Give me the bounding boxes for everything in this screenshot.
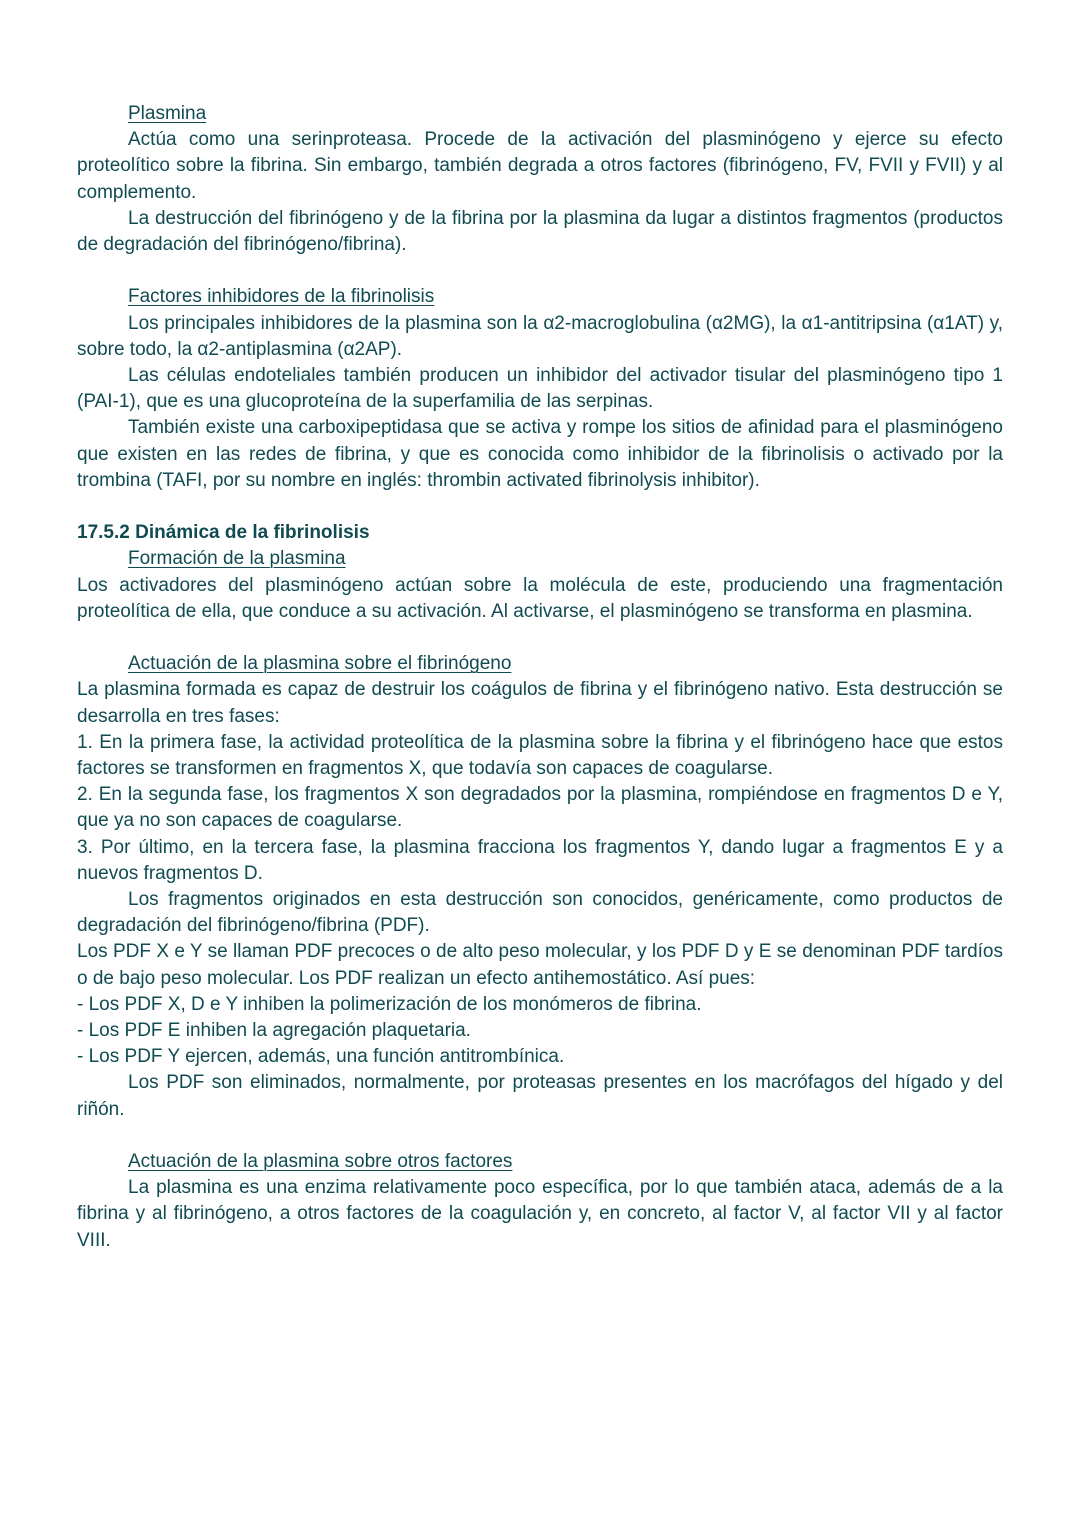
inhibidores-heading: Factores inhibidores de la fibrinolisis xyxy=(128,286,435,308)
fibrinogeno-paragraph-3: Los PDF X e Y se llaman PDF precoces o de alto peso molecular, y los PDF D y E se denominan PDF tardíos o de bajo peso molecular. Los PDF realizan un efecto antihemostático. Así pues: xyxy=(77,941,1003,989)
section-title: 17.5.2 Dinámica de la fibrinolisis xyxy=(77,522,370,544)
fase-3-item: 3. Por último, en la tercera fase, la plasmina fracciona los fragmentos Y, dando lugar a fragmentos E y a nuevos fragmentos D. xyxy=(77,836,1003,884)
spacer xyxy=(77,258,1003,284)
fase-1-item: 1. En la primera fase, la actividad proteolítica de la plasmina sobre la fibrina y el fibrinógeno hace que estos factores se transformen en fragmentos X, que todavía son capaces de coagularse. xyxy=(77,731,1003,780)
fibrinogeno-heading: Actuación de la plasmina sobre el fibrinógeno xyxy=(128,653,512,675)
document-page xyxy=(77,101,1003,1254)
plasmina-heading: Plasmina xyxy=(128,103,207,124)
pdf-bullet-3: - Los PDF Y ejercen, además, una función antitrombínica. xyxy=(77,1046,565,1068)
inhibidores-paragraph-1: Los principales inhibidores de la plasmina son la α2-macroglobulina (α2MG), la α1-antitripsina (α1AT) y, sobre todo, la α2-antiplasmina (α2AP). xyxy=(77,312,1003,360)
pdf-bullet-1: - Los PDF X, D e Y inhiben la polimerización de los monómeros de fibrina. xyxy=(77,993,702,1015)
formacion-paragraph: Los activadores del plasminógeno actúan sobre la molécula de este, produciendo una fragmentación proteolítica de ella, que conduce a su activación. Al activarse, el plasminógeno se transforma en plasmina. xyxy=(77,574,1003,622)
spacer xyxy=(77,1123,1003,1149)
fibrinogeno-paragraph-1: La plasmina formada es capaz de destruir los coágulos de fibrina y el fibrinógeno nativo. Esta destrucción se desarrolla en tres fases: xyxy=(77,679,1003,727)
plasmina-paragraph-1: Actúa como una serinproteasa. Procede de la activación del plasminógeno y ejerce su efecto proteolítico sobre la fibrina. Sin embargo, también degrada a otros factores (fibrinógeno, FV, FVII y FVII) y al complemento. xyxy=(77,129,1003,203)
plasmina-paragraph-2: La destrucción del fibrinógeno y de la fibrina por la plasmina da lugar a distintos fragmentos (productos de degradación del fibrinógeno/fibrina). xyxy=(77,207,1003,256)
fibrinogeno-paragraph-4: Los PDF son eliminados, normalmente, por proteasas presentes en los macrófagos del hígado y del riñón. xyxy=(77,1072,1003,1120)
spacer xyxy=(77,625,1003,651)
pdf-bullet-2: - Los PDF E inhiben la agregación plaquetaria. xyxy=(77,1020,471,1042)
inhibidores-paragraph-3: También existe una carboxipeptidasa que se activa y rompe los sitios de afinidad para el plasminógeno que existen en las redes de fibrina, y que es conocida como inhibidor de la fibrinolisis o activado por la trombina (TAFI, por su nombre en inglés: thrombin activated fibrinolysis inhibitor). xyxy=(77,417,1003,491)
otros-paragraph: La plasmina es una enzima relativamente poco específica, por lo que también ataca, además de a la fibrina y al fibrinógeno, a otros factores de la coagulación y, en concreto, al factor V, al factor VII y al factor VIII. xyxy=(77,1177,1003,1251)
fase-2-item: 2. En la segunda fase, los fragmentos X son degradados por la plasmina, rompiéndose en fragmentos D e Y, que ya no son capaces de coagularse. xyxy=(77,784,1003,832)
fibrinogeno-paragraph-2: Los fragmentos originados en esta destrucción son conocidos, genéricamente, como productos de degradación del fibrinógeno/fibrina (PDF). xyxy=(77,889,1003,937)
spacer xyxy=(77,494,1003,520)
otros-heading: Actuación de la plasmina sobre otros factores xyxy=(128,1151,513,1173)
formacion-heading: Formación de la plasmina xyxy=(128,548,346,570)
inhibidores-paragraph-2: Las células endoteliales también producen un inhibidor del activador tisular del plasminógeno tipo 1 (PAI-1), que es una glucoproteína de la superfamilia de las serpinas. xyxy=(77,365,1003,413)
